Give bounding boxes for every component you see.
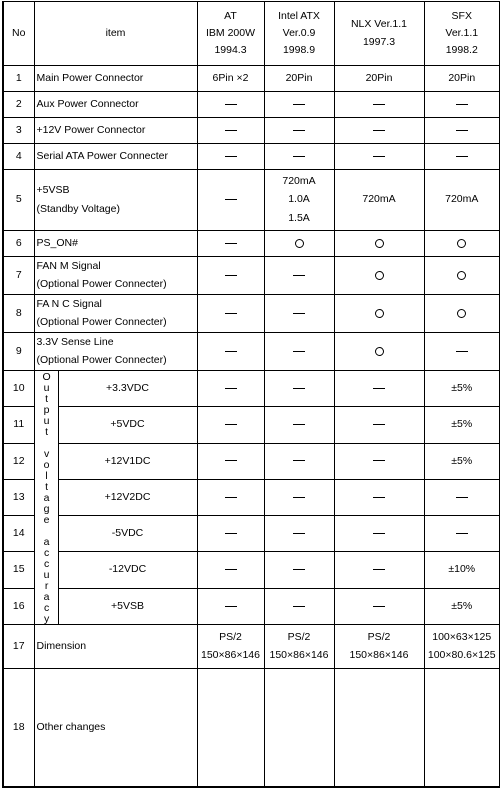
dim-line: 100×63×125	[432, 631, 492, 644]
dash-mark	[456, 104, 468, 105]
cell-text: 720mA	[362, 193, 396, 206]
row-value	[264, 333, 334, 371]
row-item: +5VSB	[58, 588, 197, 624]
cell-text: 1.5A	[288, 211, 310, 224]
row-value	[264, 625, 334, 669]
table-row	[3, 257, 500, 295]
row-item	[34, 295, 197, 333]
header-line: AT	[224, 9, 237, 22]
row-value	[197, 443, 264, 479]
dash-mark	[225, 156, 237, 157]
row-item: -5VDC	[58, 516, 197, 552]
dash-mark	[225, 606, 237, 607]
table-row	[3, 231, 500, 257]
table-row	[3, 144, 500, 170]
row-value	[334, 516, 424, 552]
voltage-row	[3, 479, 500, 515]
row-value	[424, 669, 500, 787]
row-item: +12V2DC	[58, 479, 197, 515]
row-value	[264, 516, 334, 552]
header-no: No	[3, 2, 34, 66]
dim-line: PS/2	[219, 631, 242, 644]
dash-mark	[225, 351, 237, 352]
dash-mark	[373, 533, 385, 534]
header-item: item	[34, 2, 197, 66]
table-row	[3, 66, 500, 92]
row-item: -12VDC	[58, 552, 197, 588]
dash-mark	[225, 569, 237, 570]
item-line: Aux Power Connector	[36, 97, 139, 110]
dash-mark	[456, 497, 468, 498]
circle-mark	[375, 347, 384, 356]
row-item	[34, 170, 197, 231]
header-line: Intel ATX	[278, 9, 320, 22]
row-value	[197, 552, 264, 588]
row-value	[424, 92, 500, 118]
dash-mark	[293, 313, 305, 314]
row-item: Dimension	[34, 625, 197, 669]
voltage-row	[3, 407, 500, 443]
dash-mark	[456, 130, 468, 131]
row-value	[334, 118, 424, 144]
row-value	[334, 479, 424, 515]
circle-mark	[375, 271, 384, 280]
row-value	[197, 516, 264, 552]
dash-mark	[225, 388, 237, 389]
row-value	[334, 625, 424, 669]
item-line: (Optional Power Connecter)	[36, 316, 167, 328]
row-no: 12	[3, 443, 34, 479]
row-no: 14	[3, 516, 34, 552]
dash-mark	[456, 351, 468, 352]
header-line: Ver.0.9	[282, 26, 316, 39]
row-value	[197, 231, 264, 257]
header-line: 1997.3	[362, 35, 396, 48]
voltage-row	[3, 516, 500, 552]
row-no: 15	[3, 552, 34, 588]
voltage-row	[3, 588, 500, 624]
header-line: 1994.3	[214, 44, 247, 57]
row-no: 11	[3, 407, 34, 443]
row-value	[334, 669, 424, 787]
row-no: 16	[3, 588, 34, 624]
row-value	[264, 66, 334, 92]
dash-mark	[225, 243, 237, 244]
cell-text: 20Pin	[285, 71, 313, 84]
dash-mark	[373, 156, 385, 157]
row-no: 13	[3, 479, 34, 515]
dash-mark	[373, 460, 385, 461]
row-value	[424, 144, 500, 170]
cell-text: 720mA	[445, 193, 479, 206]
dash-mark	[225, 424, 237, 425]
row-value	[424, 333, 500, 371]
dash-mark	[456, 533, 468, 534]
row-value	[334, 295, 424, 333]
row-value	[197, 371, 264, 407]
row-value	[424, 588, 500, 624]
row-value	[264, 669, 334, 787]
dash-mark	[293, 424, 305, 425]
row-no: 1	[3, 66, 34, 92]
row-item	[34, 231, 197, 257]
item-line: (Optional Power Connecter)	[36, 278, 167, 290]
row-value	[197, 588, 264, 624]
row-value	[334, 231, 424, 257]
row-value	[264, 257, 334, 295]
header-col3	[334, 2, 424, 66]
circle-mark	[457, 271, 466, 280]
header-line: Ver.1.1	[445, 26, 479, 39]
dim-line: 150×86×146	[349, 648, 409, 661]
row-value	[424, 66, 500, 92]
row-item: +3.3VDC	[58, 371, 197, 407]
cell-text: ±5%	[451, 382, 473, 395]
row-value	[197, 257, 264, 295]
item-line: FA N C Signal	[36, 297, 102, 310]
row-item: +5VDC	[58, 407, 197, 443]
row-value	[264, 170, 334, 231]
row-value	[334, 92, 424, 118]
row-no: 6	[3, 231, 34, 257]
row-no: 5	[3, 170, 34, 231]
dash-mark	[293, 606, 305, 607]
dash-mark	[293, 275, 305, 276]
row-no: 17	[3, 625, 34, 669]
table-row	[3, 170, 500, 231]
header-line: NLX Ver.1.1	[350, 18, 408, 31]
row-item: +12V1DC	[58, 443, 197, 479]
cell-text: 1.0A	[288, 193, 310, 206]
dim-line: 100×80.6×125	[427, 648, 496, 661]
item-line: +12V Power Connector	[36, 123, 146, 136]
row-value	[334, 552, 424, 588]
row-value	[424, 552, 500, 588]
row-no: 7	[3, 257, 34, 295]
header-col4	[424, 2, 500, 66]
dash-mark	[225, 497, 237, 498]
cell-text: 20Pin	[365, 71, 393, 84]
cell-text: ±5%	[451, 599, 473, 612]
dim-line: PS/2	[367, 631, 391, 644]
row-value	[264, 552, 334, 588]
dash-mark	[373, 606, 385, 607]
row-item	[34, 257, 197, 295]
row-value	[424, 516, 500, 552]
row-value	[334, 257, 424, 295]
row-value	[424, 371, 500, 407]
table-row	[3, 118, 500, 144]
voltage-row	[3, 443, 500, 479]
header-row	[3, 2, 500, 66]
row-value	[424, 295, 500, 333]
table-row	[3, 92, 500, 118]
dash-mark	[293, 533, 305, 534]
header-col2	[264, 2, 334, 66]
circle-mark	[457, 309, 466, 318]
dash-mark	[293, 156, 305, 157]
dash-mark	[373, 388, 385, 389]
row-value	[197, 479, 264, 515]
voltage-row	[3, 552, 500, 588]
row-item: Other changes	[34, 669, 197, 787]
row-value	[264, 231, 334, 257]
dash-mark	[456, 156, 468, 157]
row-item	[34, 92, 197, 118]
row-value	[334, 371, 424, 407]
dim-line: 150×86×146	[201, 648, 260, 661]
header-line: 1998.9	[282, 44, 316, 57]
cell-text: 20Pin	[448, 71, 476, 84]
row-value	[334, 407, 424, 443]
row-value	[424, 231, 500, 257]
header-col1	[197, 2, 264, 66]
row-value	[197, 407, 264, 443]
row-value	[424, 407, 500, 443]
row-value	[424, 170, 500, 231]
row-no: 2	[3, 92, 34, 118]
row-value	[264, 407, 334, 443]
row-value	[197, 144, 264, 170]
circle-mark	[375, 309, 384, 318]
dash-mark	[293, 569, 305, 570]
cell-text: ±10%	[448, 563, 476, 576]
dash-mark	[293, 351, 305, 352]
row-value	[424, 479, 500, 515]
cell-text: 6Pin ×2	[212, 71, 249, 84]
row-no: 9	[3, 333, 34, 371]
dash-mark	[293, 388, 305, 389]
row-value	[197, 92, 264, 118]
row-no: 4	[3, 144, 34, 170]
dash-mark	[225, 104, 237, 105]
dash-mark	[293, 497, 305, 498]
row-value	[197, 625, 264, 669]
dash-mark	[225, 130, 237, 131]
circle-mark	[295, 239, 304, 248]
row-value	[197, 170, 264, 231]
cell-text: 720mA	[282, 175, 316, 188]
row-value	[424, 257, 500, 295]
row-value	[197, 295, 264, 333]
row-value	[264, 588, 334, 624]
header-line: 1998.2	[445, 44, 478, 57]
voltage-group-text: Output voltage accuracy	[40, 371, 53, 624]
dash-mark	[225, 275, 237, 276]
row-item	[34, 144, 197, 170]
row-value	[334, 333, 424, 371]
item-line: (Optional Power Connecter)	[36, 354, 167, 366]
row-value	[424, 443, 500, 479]
dash-mark	[373, 104, 385, 105]
dimension-row	[3, 625, 500, 669]
row-value	[334, 170, 424, 231]
dash-mark	[225, 460, 237, 461]
cell-text: ±5%	[451, 454, 473, 467]
dash-mark	[225, 533, 237, 534]
row-item	[34, 118, 197, 144]
item-line: (Standby Voltage)	[36, 202, 120, 215]
row-value	[334, 588, 424, 624]
item-line: Serial ATA Power Connecter	[36, 149, 169, 162]
row-value	[264, 118, 334, 144]
voltage-row	[3, 371, 500, 407]
dash-mark	[293, 460, 305, 461]
dim-line: PS/2	[287, 631, 311, 644]
row-value	[264, 371, 334, 407]
row-item	[34, 66, 197, 92]
row-no: 18	[3, 669, 34, 787]
row-no: 3	[3, 118, 34, 144]
dash-mark	[293, 130, 305, 131]
item-line: +5VSB	[36, 184, 70, 197]
item-line: Main Power Connector	[36, 71, 144, 84]
row-value	[197, 66, 264, 92]
row-no: 8	[3, 295, 34, 333]
dash-mark	[373, 424, 385, 425]
table-row	[3, 295, 500, 333]
spec-table	[2, 1, 500, 788]
dash-mark	[293, 104, 305, 105]
other-row	[3, 669, 500, 787]
row-value	[197, 669, 264, 787]
dash-mark	[373, 130, 385, 131]
circle-mark	[375, 239, 384, 248]
table-row	[3, 333, 500, 371]
row-value	[264, 479, 334, 515]
row-value	[424, 118, 500, 144]
item-line: PS_ON#	[36, 236, 78, 249]
row-value	[334, 144, 424, 170]
item-line: FAN M Signal	[36, 259, 101, 272]
row-item	[34, 333, 197, 371]
header-line: SFX	[451, 9, 472, 22]
row-value	[334, 66, 424, 92]
dash-mark	[225, 313, 237, 314]
row-value	[264, 443, 334, 479]
cell-text: ±5%	[451, 418, 473, 431]
row-no: 10	[3, 371, 34, 407]
header-line: IBM 200W	[205, 26, 255, 39]
row-value	[264, 144, 334, 170]
dim-line: 150×86×146	[269, 648, 329, 661]
row-value	[197, 118, 264, 144]
dash-mark	[373, 569, 385, 570]
row-value	[197, 333, 264, 371]
voltage-group-label	[34, 371, 58, 625]
row-value	[264, 295, 334, 333]
dash-mark	[225, 199, 237, 200]
row-value	[334, 443, 424, 479]
circle-mark	[457, 239, 466, 248]
row-value	[264, 92, 334, 118]
dash-mark	[373, 497, 385, 498]
row-value	[424, 625, 500, 669]
item-line: 3.3V Sense Line	[36, 335, 114, 348]
